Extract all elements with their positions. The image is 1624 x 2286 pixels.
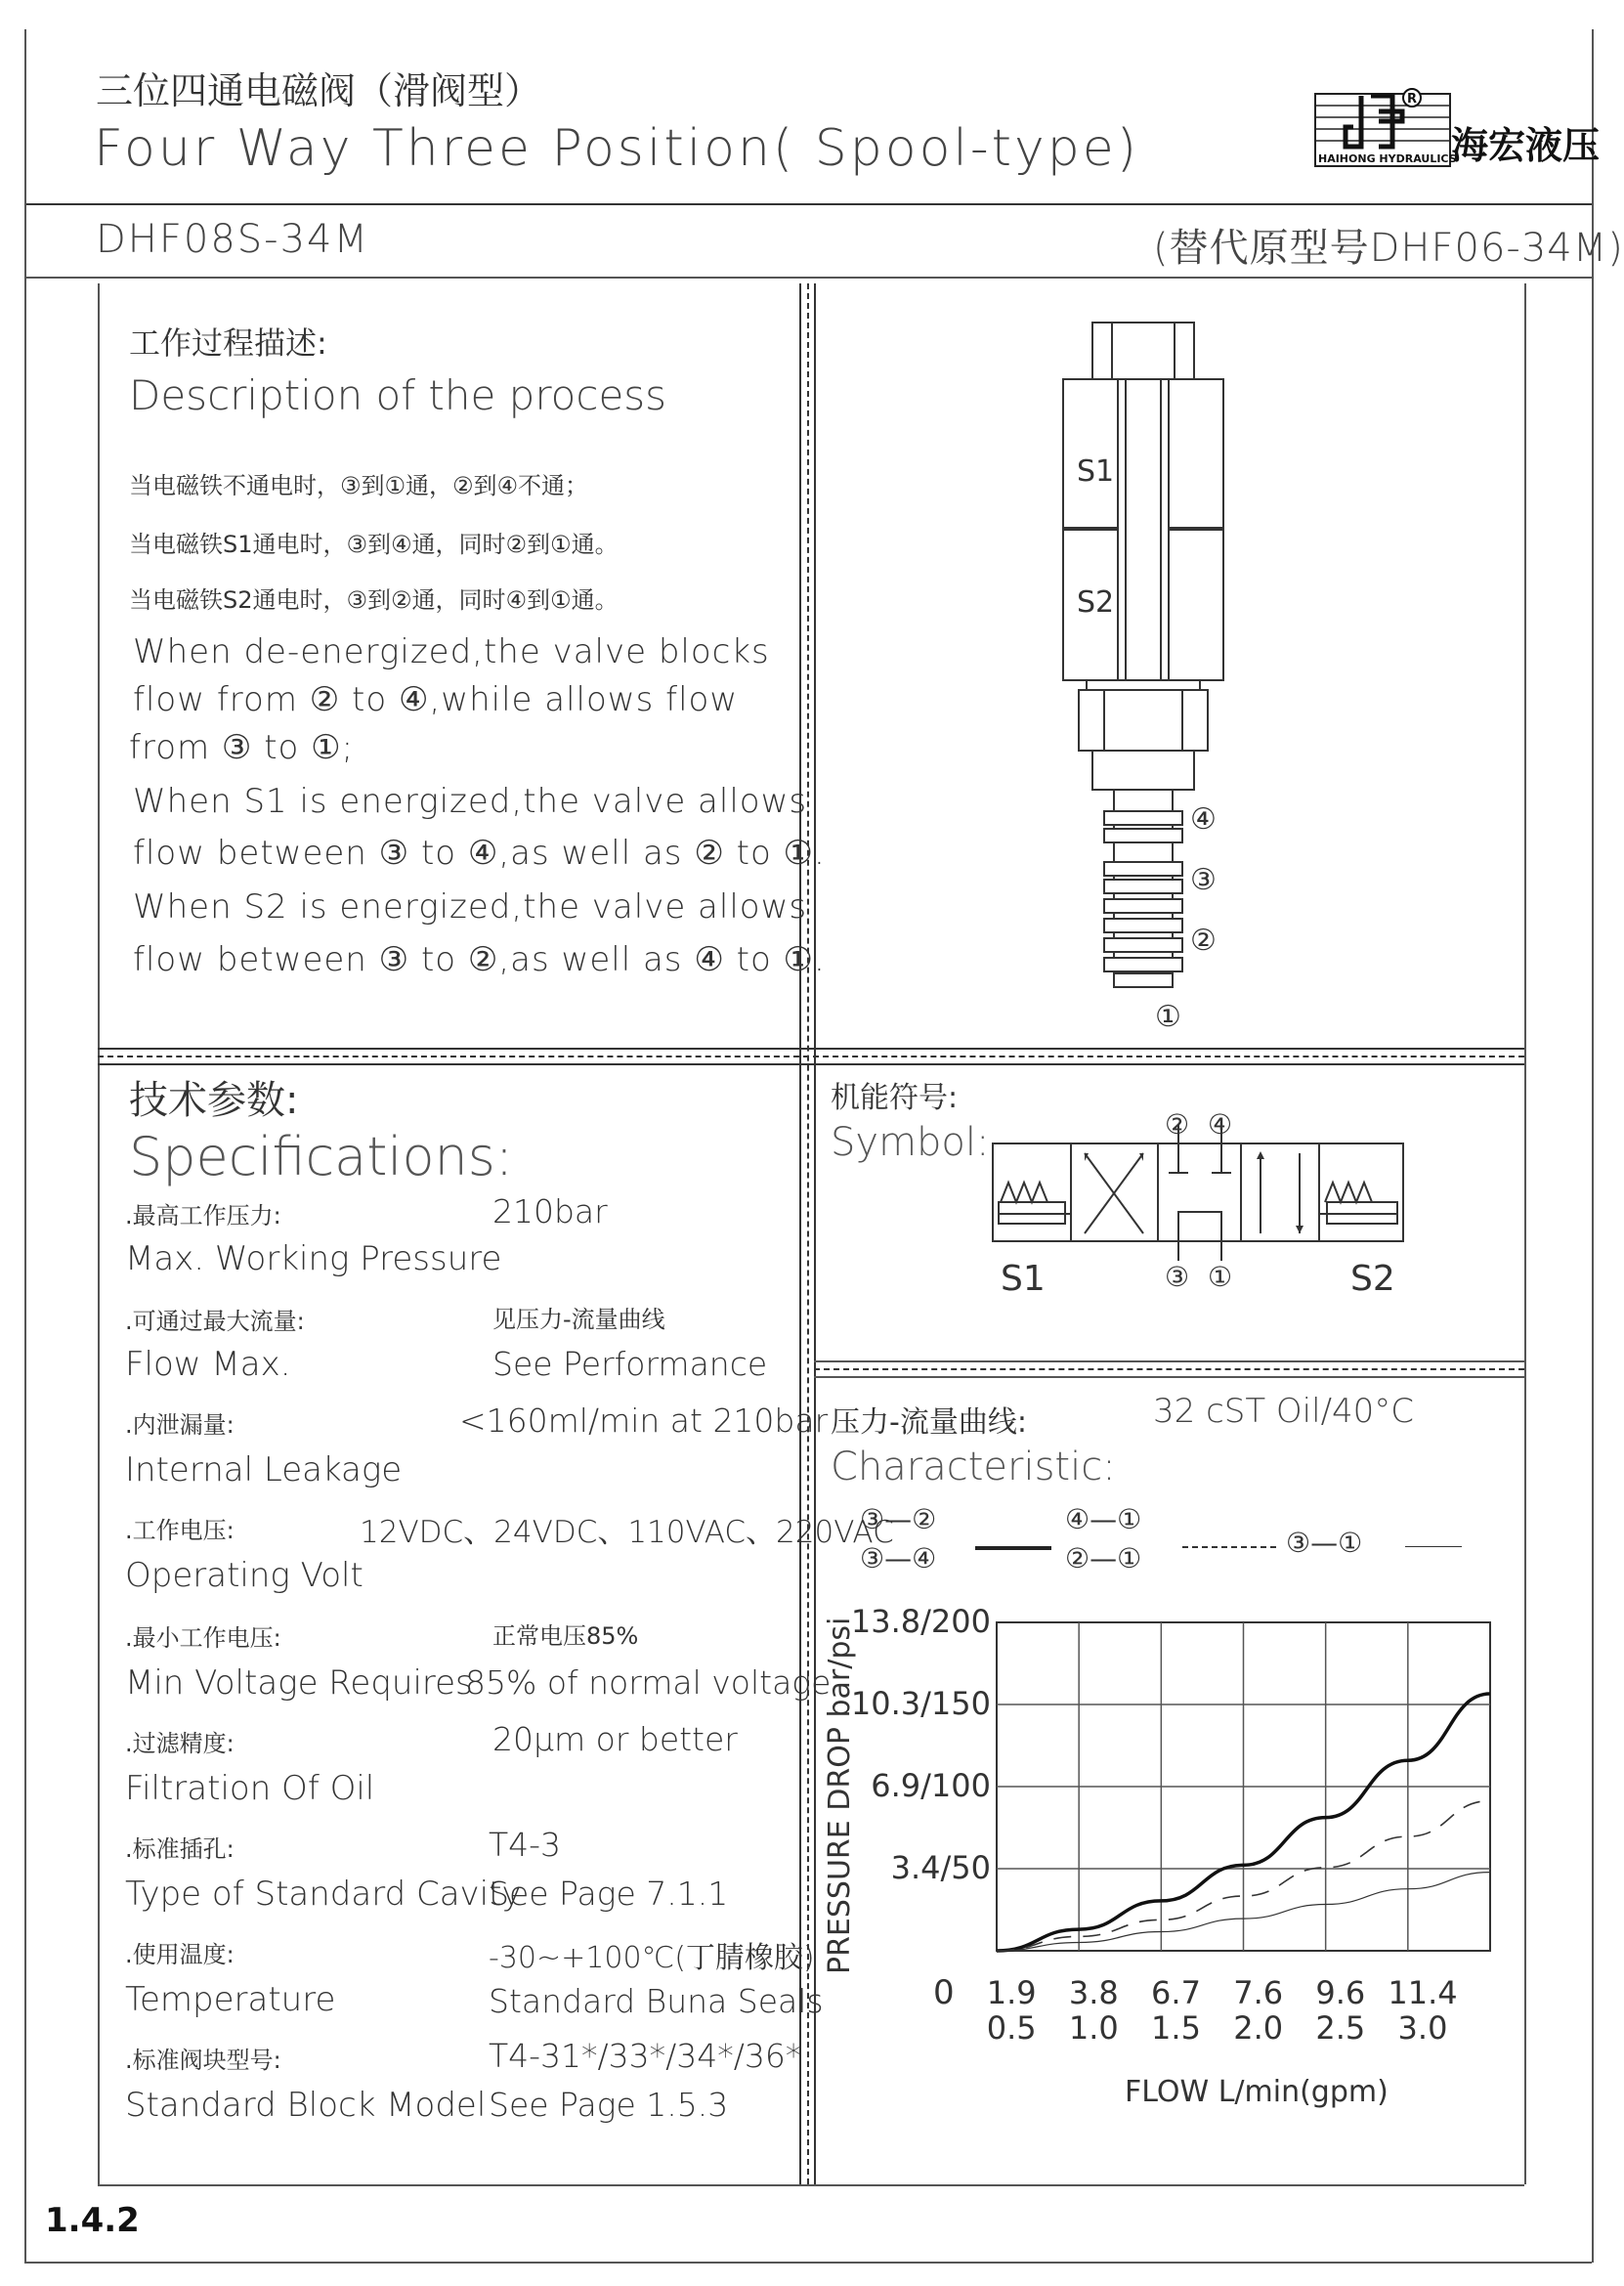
spec-label-zh: .工作电压:	[125, 1517, 235, 1544]
svg-text:HAIHONG HYDRAULICS: HAIHONG HYDRAULICS	[1318, 152, 1457, 165]
spec-value: T4-3	[489, 1826, 562, 1864]
hydraulic-symbol	[987, 1104, 1417, 1305]
specs-heading-zh: 技术参数:	[129, 1078, 299, 1123]
process-line-zh-2: 当电磁铁S1通电时，③到④通，同时②到①通。	[129, 531, 619, 558]
coil-label-s2: S2	[1077, 585, 1115, 620]
spec-label-zh: .过滤精度:	[125, 1730, 235, 1757]
spec-value: <160ml/min at 210bar	[459, 1402, 829, 1440]
process-line-en-3: from ③ to ①;	[129, 728, 355, 767]
replaces-model: (替代原型号DHF06-34M)	[1153, 226, 1624, 271]
process-line-en-4: When S1 is energized,the valve allows	[133, 782, 808, 821]
spec-value: 正常电压85%	[492, 1622, 639, 1650]
row-divider-top	[98, 1048, 1524, 1050]
svg-text:R: R	[1407, 92, 1418, 107]
content-bottom-border	[98, 2184, 1524, 2186]
symbol-heading-en: Symbol:	[831, 1120, 990, 1165]
specs-heading-en: Specifications:	[129, 1126, 514, 1187]
spec-value: -30~+100℃(丁腈橡胶)	[489, 1941, 815, 1975]
x-tick-label-lpm: 6.7	[1151, 1974, 1201, 2011]
symbol-label-s2: S2	[1350, 1259, 1395, 1299]
spec-label-en: Standard Block Model	[125, 2086, 487, 2125]
header-divider	[24, 203, 1592, 205]
page-bottom-border	[24, 2262, 1592, 2264]
spec-label-zh: .标准插孔:	[125, 1835, 235, 1863]
spec-value-en: 85% of normal voltage	[465, 1663, 832, 1702]
model-number: DHF08S-34M	[96, 217, 370, 262]
x-tick-label-lpm: 1.9	[986, 1974, 1037, 2011]
x-tick-label-gpm: 0.5	[986, 2009, 1037, 2047]
content-left-border	[98, 283, 100, 2184]
characteristic-heading-zh: 压力-流量曲线:	[831, 1405, 1027, 1440]
spec-label-en: Flow Max.	[125, 1345, 291, 1384]
legend-thin: ③—①	[1286, 1527, 1363, 1559]
x-tick-label-gpm: 2.0	[1233, 2009, 1284, 2047]
spec-label-en: Operating Volt	[125, 1556, 363, 1595]
spec-label-en: Type of Standard Cavity	[125, 1875, 522, 1914]
legend-dashed-line	[1182, 1546, 1276, 1548]
valve-drawing	[1036, 313, 1270, 1036]
pressure-flow-chart	[816, 1583, 1519, 2131]
x-tick-label-lpm: 3.8	[1068, 1974, 1119, 2011]
spec-value-en: Standard Buna Seals	[489, 1982, 824, 2020]
port-label-4: ④	[1190, 802, 1217, 837]
spec-value: 12VDC、24VDC、110VAC、220VAC	[360, 1515, 894, 1550]
symbol-port-3: ③	[1165, 1261, 1190, 1293]
svg-text:海宏液压: 海宏液压	[1451, 124, 1601, 167]
valve-hex	[1079, 690, 1208, 751]
spec-value: 210bar	[492, 1192, 608, 1230]
process-heading-zh: 工作过程描述:	[129, 324, 327, 362]
legend-dashed-top: ④—①	[1065, 1503, 1142, 1535]
legend-solid-bottom: ③—④	[860, 1542, 937, 1574]
symbol-port-2: ②	[1165, 1108, 1190, 1141]
spec-label-en: Min Voltage Requires	[125, 1663, 473, 1703]
symbol-divider-dashed	[814, 1368, 1524, 1370]
legend-solid-line	[975, 1546, 1051, 1550]
chart-origin-label: 0	[933, 1973, 955, 2012]
symbol-divider	[814, 1360, 1524, 1362]
port-label-3: ③	[1190, 863, 1217, 897]
spec-label-en: Max. Working Pressure	[125, 1239, 502, 1278]
spec-label-zh: .可通过最大流量:	[125, 1308, 305, 1335]
y-tick-label: 13.8/200	[850, 1603, 991, 1640]
process-line-zh-3: 当电磁铁S2通电时，③到②通，同时④到①通。	[129, 586, 619, 614]
port-label-1: ①	[1155, 1000, 1181, 1034]
symbol-divider-2	[814, 1376, 1524, 1378]
y-tick-label: 10.3/150	[850, 1685, 991, 1722]
spec-label-en: Internal Leakage	[125, 1450, 403, 1489]
page-right-border	[1592, 29, 1594, 2263]
spec-label-en: Filtration Of Oil	[125, 1769, 375, 1808]
symbol-heading-zh: 机能符号:	[831, 1081, 959, 1115]
process-line-en-7: flow between ③ to ②,as well as ④ to ①.	[133, 940, 826, 979]
process-line-zh-1: 当电磁铁不通电时，③到①通，②到④不通；	[129, 472, 589, 499]
brand-logo	[1314, 86, 1601, 170]
title-zh: 三位四通电磁阀（滑阀型）	[96, 69, 542, 112]
x-tick-label-lpm: 11.4	[1388, 1974, 1458, 2011]
process-line-en-5: flow between ③ to ④,as well as ② to ①.	[133, 834, 826, 873]
legend-solid-top: ③—②	[860, 1503, 937, 1535]
model-divider	[24, 277, 1592, 279]
y-axis-label: PRESSURE DROP bar/psi	[823, 1617, 857, 1974]
content-right-border	[1524, 283, 1526, 2184]
spec-label-zh: .最高工作压力:	[125, 1202, 281, 1229]
page-number: 1.4.2	[45, 2201, 140, 2240]
spec-label-en: Temperature	[125, 1980, 336, 2019]
spec-value-en: See Page 7.1.1	[489, 1875, 729, 1913]
characteristic-heading-en: Characteristic:	[831, 1445, 1116, 1489]
page-left-border	[24, 29, 26, 2263]
coil-label-s1: S1	[1077, 454, 1115, 489]
valve-nut	[1092, 323, 1194, 379]
process-line-en-1: When de-energized,the valve blocks	[133, 632, 770, 671]
process-line-en-2: flow from ② to ④,while allows flow	[133, 680, 739, 719]
process-line-en-6: When S2 is energized,the valve allows	[133, 887, 808, 927]
spec-label-zh: .最小工作电压:	[125, 1624, 281, 1652]
x-tick-label-gpm: 1.5	[1151, 2009, 1201, 2047]
process-heading-en: Description of the process	[129, 371, 667, 419]
symbol-label-s1: S1	[1001, 1259, 1046, 1299]
row-divider-bottom	[98, 1063, 1524, 1065]
y-tick-label: 6.9/100	[871, 1767, 991, 1804]
legend-dashed-bottom: ②—①	[1065, 1542, 1142, 1574]
title-en: Four Way Three Position( Spool-type)	[94, 119, 1140, 178]
x-tick-label-lpm: 7.6	[1233, 1974, 1284, 2011]
x-axis-label: FLOW L/min(gpm)	[1125, 2075, 1389, 2109]
row-divider-dashed	[98, 1056, 1524, 1057]
y-tick-label: 3.4/50	[890, 1849, 991, 1886]
spec-value: T4-31*/33*/34*/36*	[489, 2037, 802, 2075]
spec-label-zh: .内泄漏量:	[125, 1411, 235, 1439]
x-tick-label-lpm: 9.6	[1315, 1974, 1366, 2011]
spec-value: 见压力-流量曲线	[492, 1306, 665, 1333]
legend-thin-line	[1405, 1546, 1462, 1547]
x-tick-label-gpm: 3.0	[1397, 2009, 1448, 2047]
spec-label-zh: .标准阀块型号:	[125, 2047, 281, 2074]
port-label-2: ②	[1190, 924, 1217, 958]
symbol-port-1: ①	[1208, 1261, 1233, 1293]
x-tick-label-gpm: 2.5	[1315, 2009, 1366, 2047]
x-tick-label-gpm: 1.0	[1068, 2009, 1119, 2047]
center-divider-dashed	[807, 283, 809, 2184]
spec-label-zh: .使用温度:	[125, 1941, 235, 1968]
symbol-port-4: ④	[1208, 1108, 1233, 1141]
spec-value-en: See Page 1.5.3	[489, 2086, 729, 2124]
spec-value-en: See Performance	[492, 1345, 768, 1383]
spec-value: 20μm or better	[492, 1720, 738, 1758]
center-divider-left	[799, 283, 801, 2184]
oil-note: 32 cST Oil/40°C	[1153, 1392, 1415, 1431]
brand-logo-mark	[1314, 86, 1601, 170]
